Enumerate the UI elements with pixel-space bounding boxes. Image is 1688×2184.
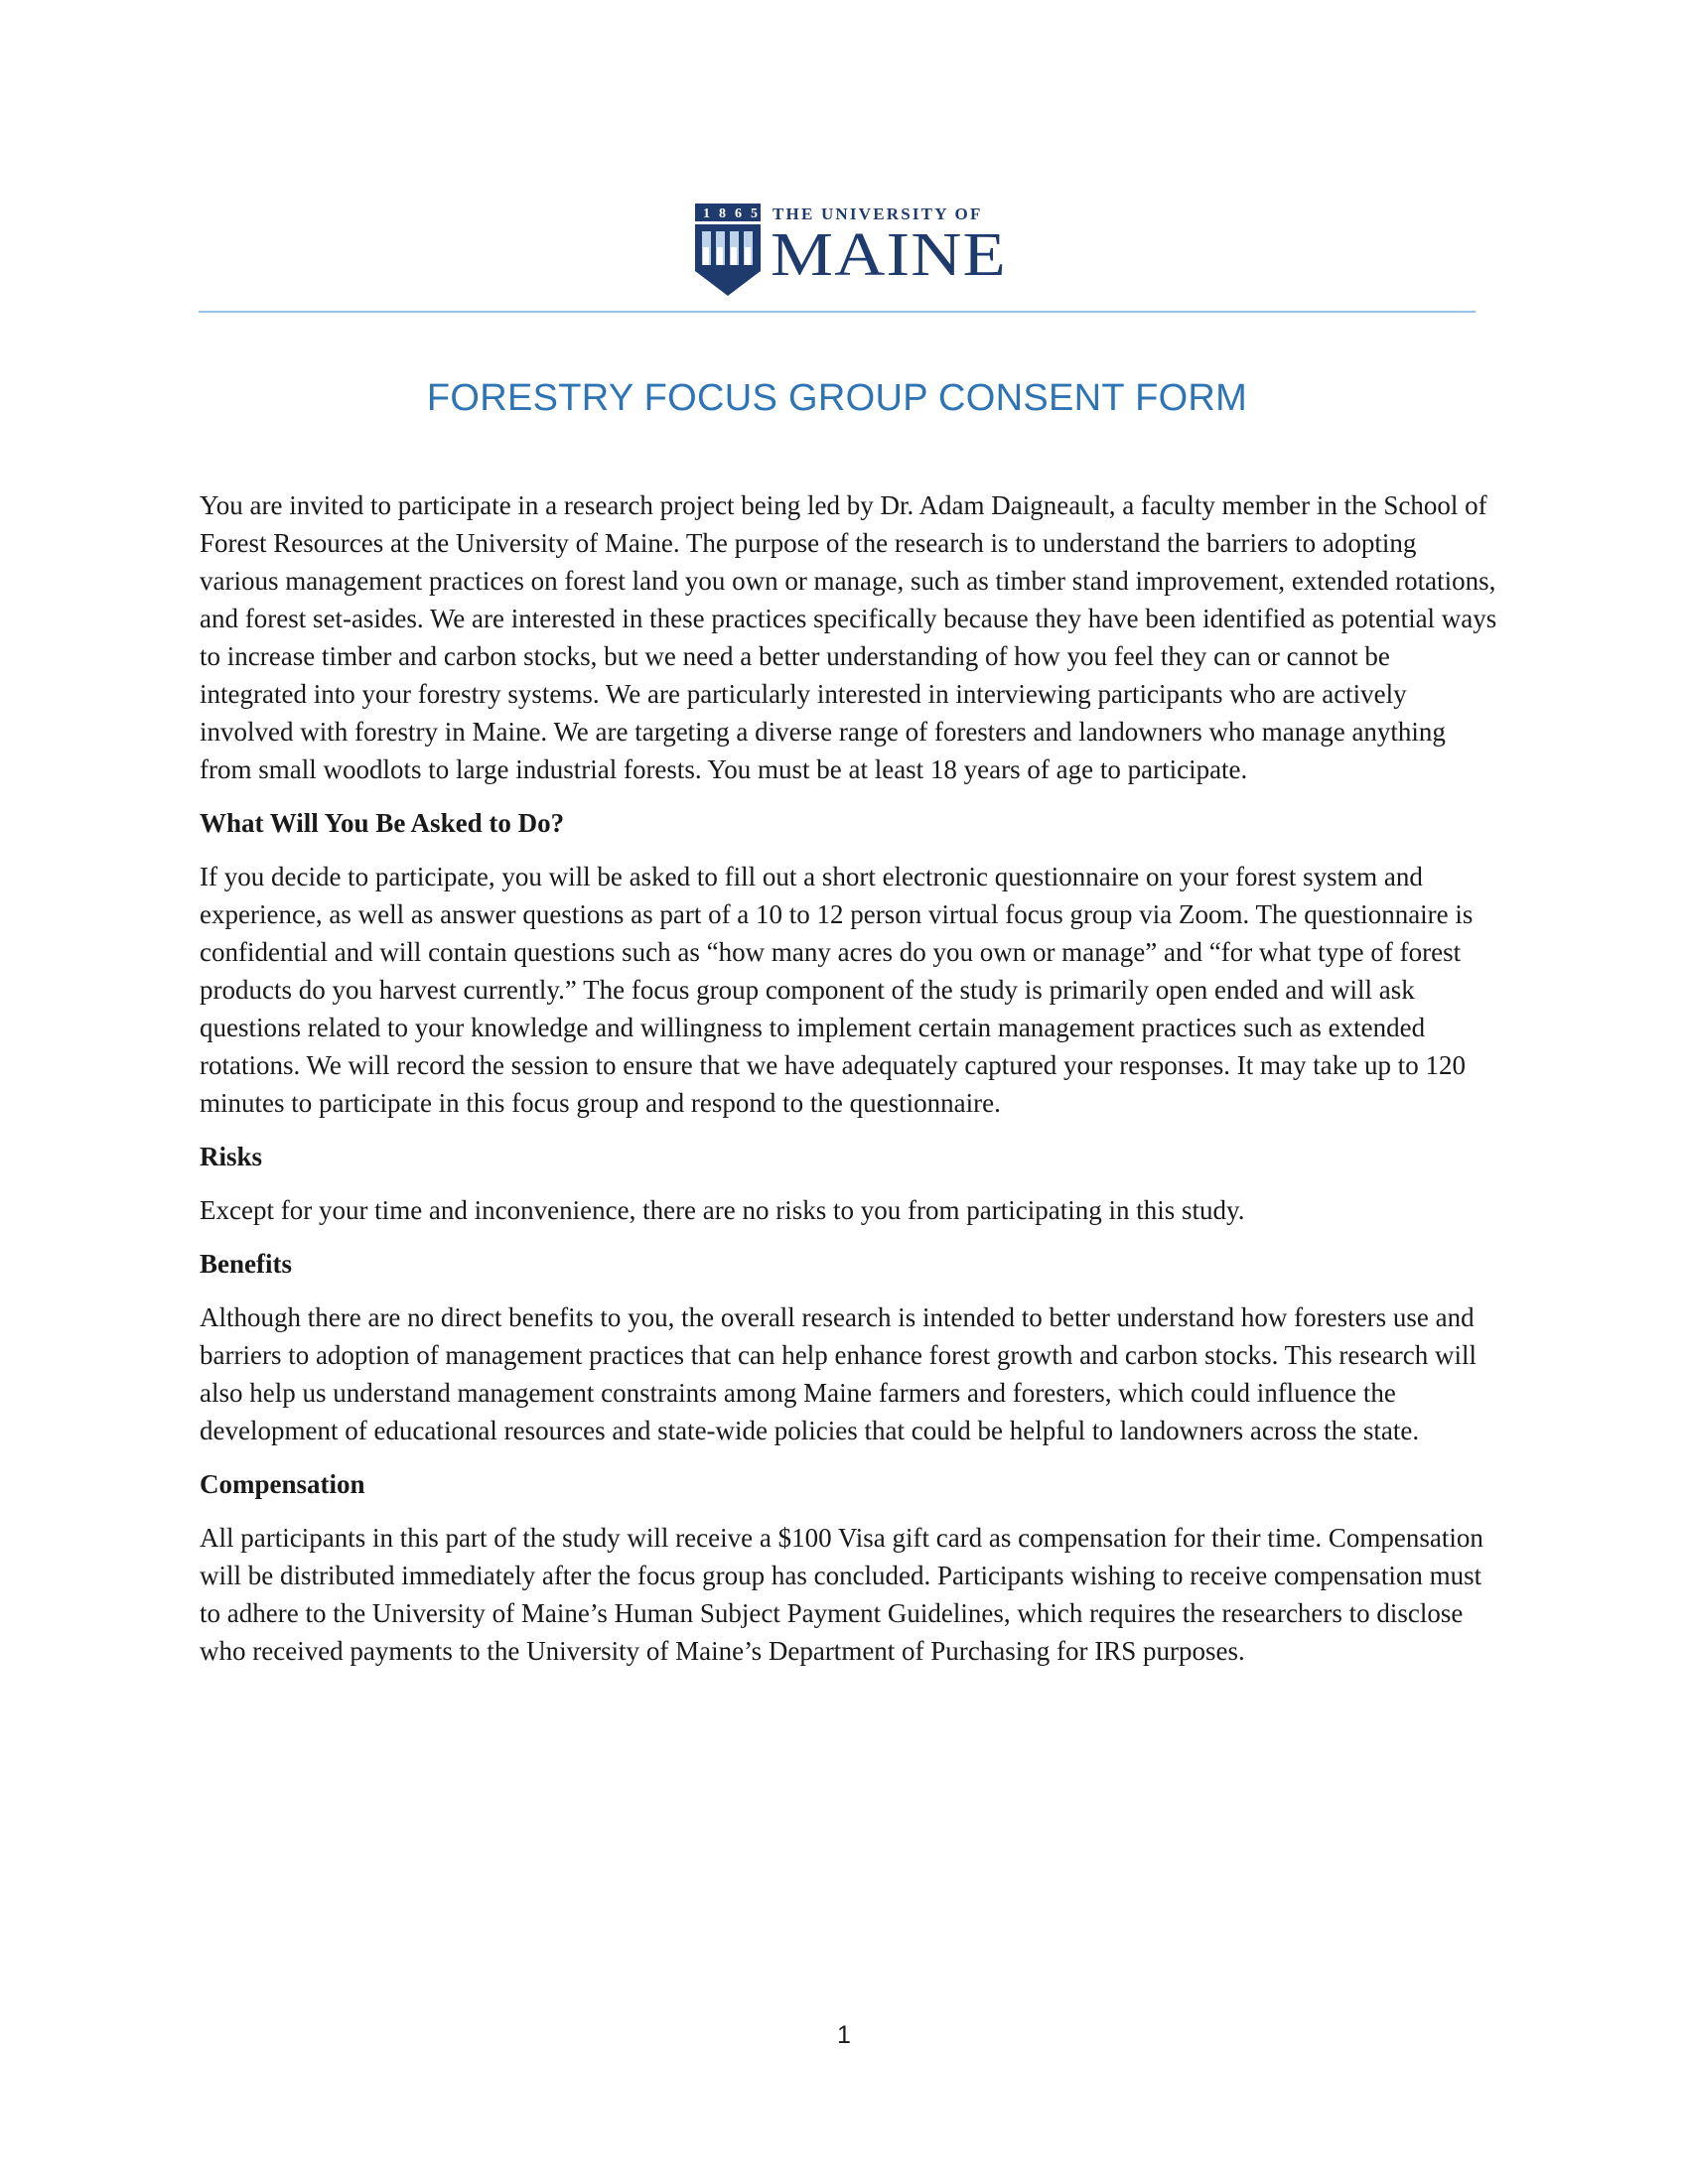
logo-year-digit: 5: [751, 206, 758, 221]
section-heading-risks: Risks: [200, 1142, 263, 1171]
intro-paragraph: You are invited to participate in a research project being led by Dr. Adam Daigneault, a faculty member in the School of Forest Resources at the University of Maine. The purpose of the research is to understand the barriers to adopting various management practices on forest land you own or manage, such as timber stand improvement, extended rotations, and forest set-asides. We are interested in these practices specifically because they have been identified as potential ways to increase timber and carbon stocks, but we need a better understanding of how you feel they can or cannot be integrated into your forestry systems. We are particularly interested in interviewing participants who are actively involved with forestry in Maine. We are targeting a diverse range of foresters and landowners who manage anything from small woodlots to large industrial forests. You must be at least 18 years of age to participate.: [200, 490, 1497, 784]
logo-shield-highlight: [717, 247, 723, 265]
section-body-asked-to-do: If you decide to participate, you will be asked to fill out a short electronic questionnaire on your forest system and experience, as well as answer questions as part of a 10 to 12 person virtual focus group via Zoom. The questionnaire is confidential and will contain questions such as “how many acres do you own or manage” and “for what type of forest products do you harvest currently.” The focus group component of the study is primarily open ended and will ask questions related to your knowledge and willingness to implement certain management practices such as extended rotations. We will record the session to ensure that we have adequately captured your responses. It may take up to 120 minutes to participate in this focus group and respond to the questionnaire.: [200, 862, 1474, 1118]
logo-year-digit: 8: [719, 206, 726, 221]
page-title: FORESTRY FOCUS GROUP CONSENT FORM: [426, 377, 1248, 419]
logo-line2: MAINE: [771, 221, 1007, 289]
section-body-compensation: All participants in this part of the study will receive a $100 Visa gift card as compensation for their time. Compensation will be distributed immediately after the focus group has concluded. Participants wishing to receive compensation must to adhere to the University of Maine’s Human Subject Payment Guidelines, which requires the researchers to disclose who received payments to the University of Maine’s Department of Purchasing for IRS purposes.: [200, 1523, 1483, 1666]
document-body: [200, 486, 1500, 1686]
section-heading-compensation: Compensation: [200, 1469, 365, 1499]
logo-graphic: [695, 204, 1008, 296]
logo-shield-highlight: [703, 247, 709, 265]
header-divider: [199, 311, 1476, 313]
logo-shield-highlight: [731, 247, 737, 265]
logo-year-digit: 6: [735, 206, 742, 221]
section-heading-asked-to-do: What Will You Be Asked to Do?: [200, 808, 565, 838]
university-of-maine-logo: [695, 204, 1008, 296]
section-heading-benefits: Benefits: [200, 1249, 292, 1279]
section-body-risks: Except for your time and inconvenience, there are no risks to you from participating in this study.: [200, 1195, 1245, 1225]
logo-line1: THE UNIVERSITY OF: [773, 205, 983, 223]
logo-shield-highlight: [745, 247, 751, 265]
page-number: 1: [837, 2021, 851, 2049]
logo-year-digit: 1: [703, 206, 710, 221]
section-body-benefits: Although there are no direct benefits to you, the overall research is intended to better understand how foresters use and barriers to adoption of management practices that can help enhance forest growth and carbon stocks. This research will also help us understand management constraints among Maine farmers and foresters, which could influence the development of educational resources and state-wide policies that could be helpful to landowners across the state.: [200, 1302, 1477, 1445]
